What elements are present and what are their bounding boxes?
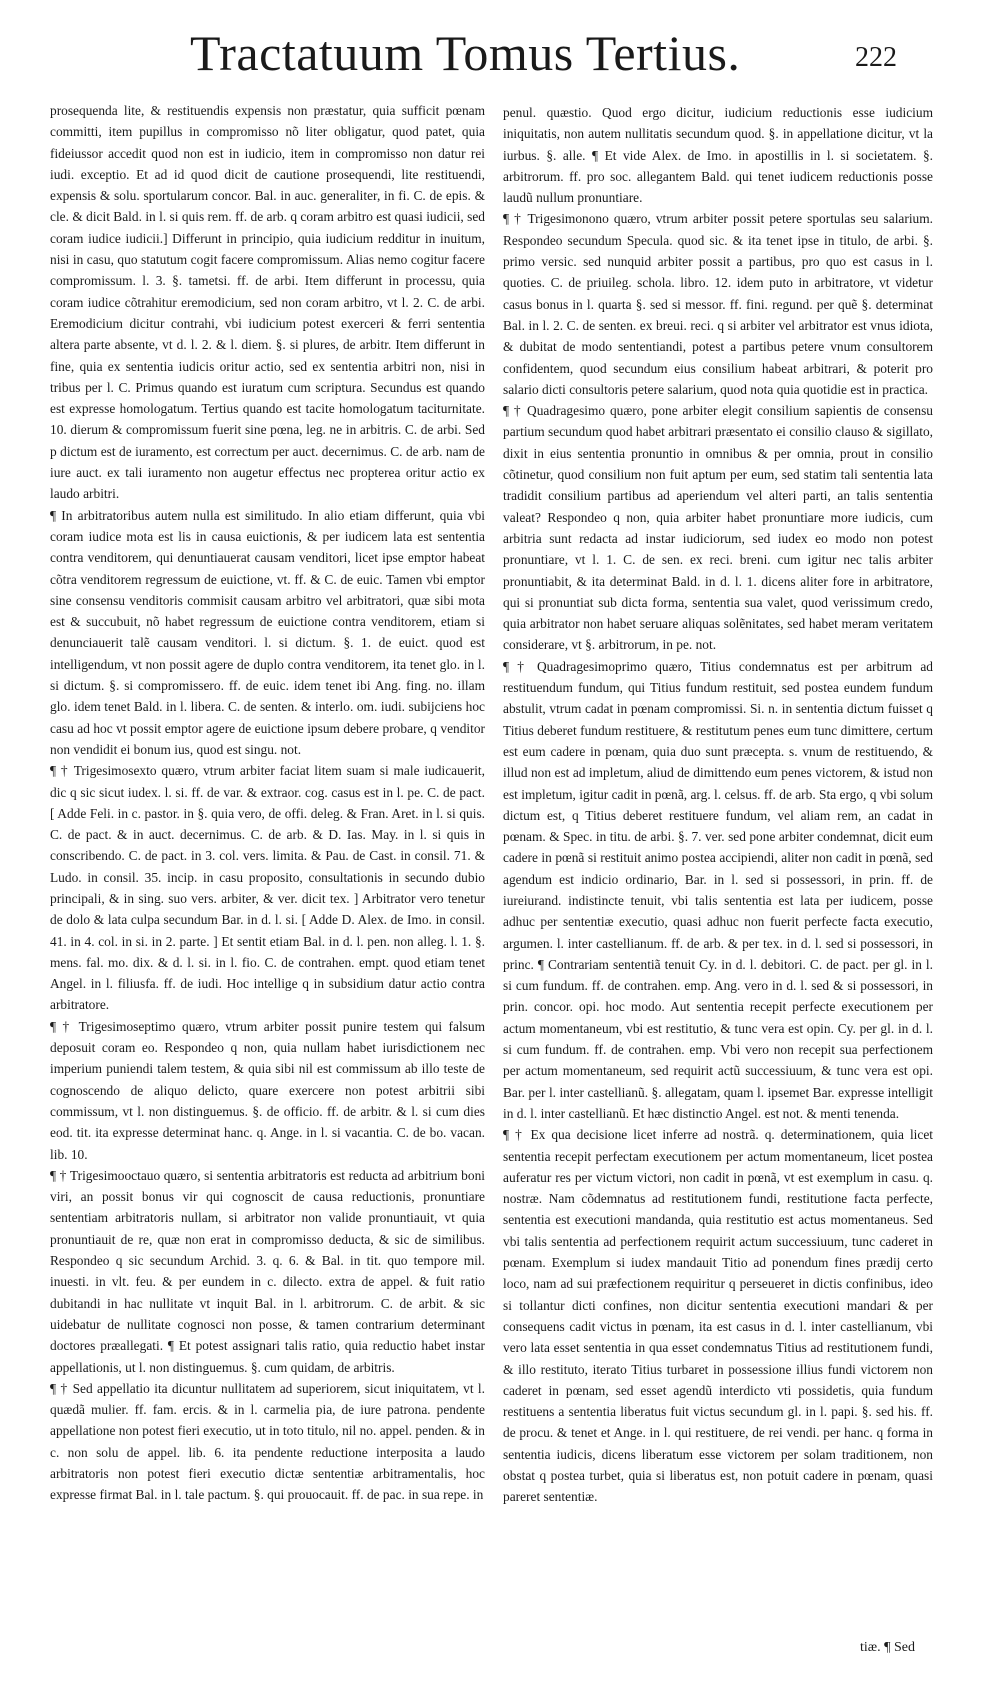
paragraph: ¶ In arbitratoribus autem nulla est similitudo. In alio etiam differunt, quia vbi coram iudice mota est lis in causa euictionis, & per iudicem lata est sententia contra venditorem, qui denuntiauerat causam venditori, licet ipse emptor habeat cõtra venditorem regressum de euictione, vt. ff. & C. de euic. Tamen vbi emptor sine consensu venditoris commisit causam arbitro vel arbitratori, quæ sibi mota est & succubuit, nõ habet regressum de euictione contra venditorem, etiam si denunciauerit talẽ causam venditori. l. si dictum. §. 1. de euict. quod est intelligendum, vt non possit agere de duplo contra venditorem, ita tenet glo. in l. si dictum. §. si compromissero. ff. de euic. idem tenet ibi Ang. fing. no. illam glo. idem tenet Bald. in l. libera. C. de senten. & interlo. om. iudi. subijciens hoc casu ad hoc vt possit emptor agere de euictione ipsum debere probare, q venditor non vendidit ei bonum ius, quod est singu. not. [50, 507, 485, 757]
page-number: 222 [855, 42, 897, 73]
section-85 [503, 400, 933, 656]
section-84 [503, 208, 933, 400]
paragraph-text: ¶ † Trigesimooctauo quæro, si sententia arbitratoris est reducta ad arbitrium boni viri, an possit bonus vir qui cognoscit de causa reductionis, pronuntiare sententiam arbitratoris nullam, si arbitrator non valide pronuntiauit, vt quia pronuntiauit de re, quæ non erat in compromisso deducta, & sic de similibus. Respondeo q sic secundum Archid. 3. q. 6. & Bal. in tit. quo tempore mil. inuesti. in vlt. feu. & per eundem in c. dilecto. extra de appel. & fuit ratio dubitandi in hac nullitate vt inquit Bal. in l. arbitrorum. C. de arbit. & sic uidebatur de nullitate cognosci non posse, & tamen contrarium determinant doctores præallegati. ¶ Et potest assignari talis ratio, quia reductio habet instar appellationis, ut l. non distinguemus. §. cum quidam, de arbitris. [50, 1167, 485, 1375]
right-column [503, 102, 933, 1677]
paragraph: prosequenda lite, & restituendis expensis non præstatur, quia sufficit pœnam committi, item pupillus in compromisso nõ liter obligatur, quod patet, quia fideiussor accedit quod non est in iudicio, item in compromisso non datur rei iudi. exceptio. Et ad id quod dicit de cautione prosequendi, lite restituendi, expensis & solu. sportularum concor. Bal. in auc. generaliter, in fi. C. de epis. & cle. & dicit Bald. in l. si quis rem. ff. de arb. q coram arbitro est quasi iudicii, sed coram iudice iudicii.] Differunt in principio, quia iudicium redditur in inuitum, nisi in casu, quo statutum cogit facere compromissum. Alias nemo cogitur facere compromissum. l. 3. §. tametsi. ff. de arbi. Item differunt in processu, quia coram iudice cõtrahitur eremodicium, sed non coram arbitro, vt l. 2. C. de arbi. Eremodicium dicitur contrahi, vbi iudicium potest exerceri & ferri sententia altera parte absente, vt d. l. 2. & l. diem. §. si plures, de arbitr. Item differunt in fine, quia ex sententia iudicis oritur actio, sed ex sententia arbitri non, nisi in tribus per l. C. Primus quando est iuratum cum scriptura. Secundus est quando est expresse homologatum. Tertius quando est tacite homologatum taciturnitate. 10. dierum & compromissum fuerit sine pœna, leg. ne in arbitris. C. de arbi. Sed p dictum est de iuramento, est correctum per auct. decernimus. C. de arb. nam de iure auct. ex tali iuramento non augetur effectus nec propterea oritur actio ex laudo arbitri. [50, 103, 485, 502]
paragraph-text: ¶ † Sed appellatio ita dicuntur nullitatem ad superiorem, sicut iniquitatem, vt l. quædã mulier. ff. fam. ercis. & in l. carmelia pia, de iure patrona. pendente appellatione non potest fieri executio, ut in toto titulo, nil no. appel. penden. & in c. non solu de appel. lib. 6. ita pendente reductione interposita a laudo arbitratoris non potest fieri executio dictæ sententiæ arbitramentalis, hoc expresse firmat Bal. in l. tale pactum. §. qui prouocauit. ff. de pac. in sua repe. in [50, 1380, 485, 1503]
paragraph-text: ¶ † Quadragesimo quæro, pone arbiter elegit consilium sapientis de consensu partium secundum quod habet arbitrari præsentato ei consilio clauso & sigillato, dixit in eius sententia pronuntio in omnibus & per omnia, prout in consilio cõtinetur, quod consilium non fuit aptum per eum, sed statim tali sententia lata tradidit consilium partibus ad aperiendum vel alteri parti, an talis sententia valeat? Respondeo q non, quia arbiter habet pronuntiare more iudicis, cum arbitria sunt redacta ad instar iudiciorum, sed iudex eo modo non potest pronuntiare, vt l. 1. C. de sen. ex reci. breni. cum igitur nec talis arbiter pronuntiabit, & ita determinat Bald. in d. l. 1. dicens aliter fore in arbitratore, qui si pronuntiat sub dicta forma, sententia sua valet, quod verissimum credo, quia arbitrator non habet seruare aliquas solẽnitates, sed habet meram veritatem considerare, vt §. arbitrorum, in pe. not. [503, 403, 933, 653]
page-header [0, 8, 1000, 88]
section-87 [503, 1124, 933, 1507]
paragraph-text: ¶ † Ex qua decisione licet inferre ad nostrã. q. determinationem, quia licet sententia recepit perfectam executionem per actum momentaneum, licet postea auferatur res per victum victori, non cadit in pœnã, vt est exemplum in casu. q. nostræ. Nam cõdemnatus ad restitutionem fundi, restitutione facta perfecte, sententia est executioni mandanda, quia restitutio est actus momentaneus. Sed vbi talis sententia ad perfectionem requirit actum successiuum, tunc caderet in pœnam. Exemplum si iudex mandauit Titio ad ponendum fines prædij certo loco, nam ad sui præfectionem requiritur q perseueret in dictis confinibus, ideo si tollantur dicti confines, non dicitur sententia executioni mandari & per consequens cadit victus in pœnam, ita est casus in d. l. inter castellianum, vbi vero lata esset sententia in qua esset condemnatus Titius ad restitutionem fundi, & illo restituto, iterato Titius turbaret in possessione illius fundi victorem non caderet in pœnam, sed esset agendũ interdicto vti possidetis, quia fundum restituens a sententia liberatus fuit victus secundum gl. in l. papi. §. sed his. ff. de procu. & tenet et Ange. in l. qui restituere, de rei vendi. per hanc. q forma in sententia iudicis, dicens liberatum esse victorem per solam traditionem, non obstat q postea turbet, quia si liberatus est, non potuit cadere in pœnam, quasi pareret sententiæ. [503, 1127, 933, 1505]
section-82 [50, 1165, 485, 1378]
paragraph-text: ¶ † Quadragesimoprimo quæro, Titius condemnatus est per arbitrum ad restituendum fundum, qui Titius fundum restituit, sed postea eundem fundum abstulit, vtrum cadat in pœnam compromissi. Si. n. in sententia dictum fuisset q Titius deberet fundum restituere, & restitutum penes eum tunc dimittere, certum est eum cadere in pœnam, quia duo sunt præcepta. s. vnum de restituendo, & illud non est ad impletum, aliud de dimittendo eum penes victorem, & istud non est impletum, igitur cadit in pœnã, arg. l. celsus. ff. de arb. Sta ergo, q vbi solum dictum est, q Titius deberet restituere fundum, vel aliam rem, an cadat in pœnam. & Spec. in titu. de arbi. §. 7. ver. sed pone arbiter condemnat, dicit eum cadere in pœnã si restituit animo postea accipiendi, aliter non cadit in pœnã, sed agendum est indicio ordinario, Bar. in l. sed si possessori, in prin. ff. de iureiurand. indistincte tenuit, vbi talis sententia est lata per iudicem, posse adhuc per sententiæ executio, quasi adhuc non fuerit perfecte facta executio, argumen. l. inter castellianum. ff. de arb. & per tex. in d. l. sed si possessori, in princ. ¶ Contrariam sententiã tenuit Cy. in d. l. debitori. C. de pact. per gl. in l. si cum fundum. ff. de contrahen. emp. Ang. vero in d. l. sed & si possessori, in prin. concor. opi. hoc modo. Aut sententia recepit perfecte executionem per actum momentaneum, vbi est restitutio, & tunc vera est opin. Cy. per gl. in d. l. si cum fundum. ff. de contrahen. emp. Vbi vero non recepit sua perfectionem per actum momentaneum, sed requirit actũ successiuum, & tunc vera est opi. Bar. per l. inter castellianũ. §. allegatam, quam l. ipsemet Bar. expresse intelligit in d. l. inter castellianũ. Et hæc distinctio Angel. est not. & menti tenenda. [503, 658, 933, 1121]
catchword: tiæ. ¶ Sed [860, 1640, 915, 1655]
section-83 [50, 1378, 485, 1506]
left-column [50, 100, 485, 1675]
paragraph: penul. quæstio. Quod ergo dicitur, iudicium reductionis esse iudicium iniquitatis, non autem nullitatis secundum quod. §. in appellatione dicitur, vt la iurbus. §. alle. ¶ Et vide Alex. de Imo. in apostillis in l. si societatem. §. arbitrorum. ff. pro soc. allegantem Bald. qui tenet iudicem reductionis posse laudũ nullum pronuntiare. [503, 105, 933, 206]
running-title: Tractatuum Tomus Tertius. [190, 25, 741, 81]
paragraph-text: ¶ † Trigesimosexto quæro, vtrum arbiter faciat litem suam si male iudicauerit, dic q sic sicut iudex. l. si. ff. de var. & extraor. cog. casus est in l. pe. C. de pact. [ Adde Feli. in c. pastor. in §. quia vero, de offi. deleg. & Fran. Aret. in l. si quis. C. de pact. & in auct. decernimus. C. de arb. & D. Ias. May. in l. si quis in conscribendo. C. de pact. in 3. col. vers. limita. & Pau. de Cast. in consil. 71. & Ludo. in consil. 35. incip. in casu proposito, consultationis in secundo dubio principali, & in sing. suo vers. arbiter, & ver. dicit tex. ] Arbitrator vero tenetur de dolo & lata culpa secundum Bar. in d. l. si. [ Adde D. Alex. de Imo. in consil. 41. in 4. col. in si. in 2. parte. ] Et sentit etiam Bal. in d. l. pen. non alleg. l. 1. §. mens. fal. mo. dix. & d. l. si. in l. fio. C. de contrahen. empt. quod etiam tenet Angel. in l. filiusfa. ff. de iudi. Hoc intellige q in subsidium datur actio contra arbitratore. [50, 763, 485, 1013]
section-81 [50, 1016, 485, 1165]
paragraph-text: ¶ † Trigesimoseptimo quæro, vtrum arbiter possit punire testem qui falsum deposuit coram eo. Respondeo q non, quia nullam habet iurisdictionem nec imperium puniendi talem testem, & quia sibi nil est commissum ab illo teste de cognoscendo de aliquo delicto, quare exercere non potest arbitrii sibi commissum, vt l. non distinguemus. §. de officio. ff. de arbitr. & l. si cum dies eod. tit. ita expresse determinat hanc. q. Ange. in l. si vacantia. C. de bo. vacan. lib. 10. [50, 1018, 485, 1162]
section-80 [50, 760, 485, 1016]
paragraph-text: ¶ † Trigesimonono quæro, vtrum arbiter possit petere sportulas seu salarium. Respondeo secundum Specula. quod sic. & ita tenet ipse in titulo, de arbi. §. primo versic. sed nunquid arbiter possit a partibus, pro quo est casus in l. quoties. C. de priuileg. schola. libro. 12. idem puto in arbitratore, vt videtur casus bonus in l. quarta §. sed si messor. ff. fini. regund. per quẽ §. determinat Bal. in l. 2. C. de senten. ex breui. reci. q si arbiter vel arbitrator est vnus idiota, & dubitat de modo sententiandi, potest a partibus petere vnum consultorem confidentem, quod secundum eius consilium habeat arbitrari, & poterit pro salario dicti consultoris petere salarium, quod nota quia quotidie est in practica. [503, 211, 933, 397]
section-86 [503, 656, 933, 1125]
